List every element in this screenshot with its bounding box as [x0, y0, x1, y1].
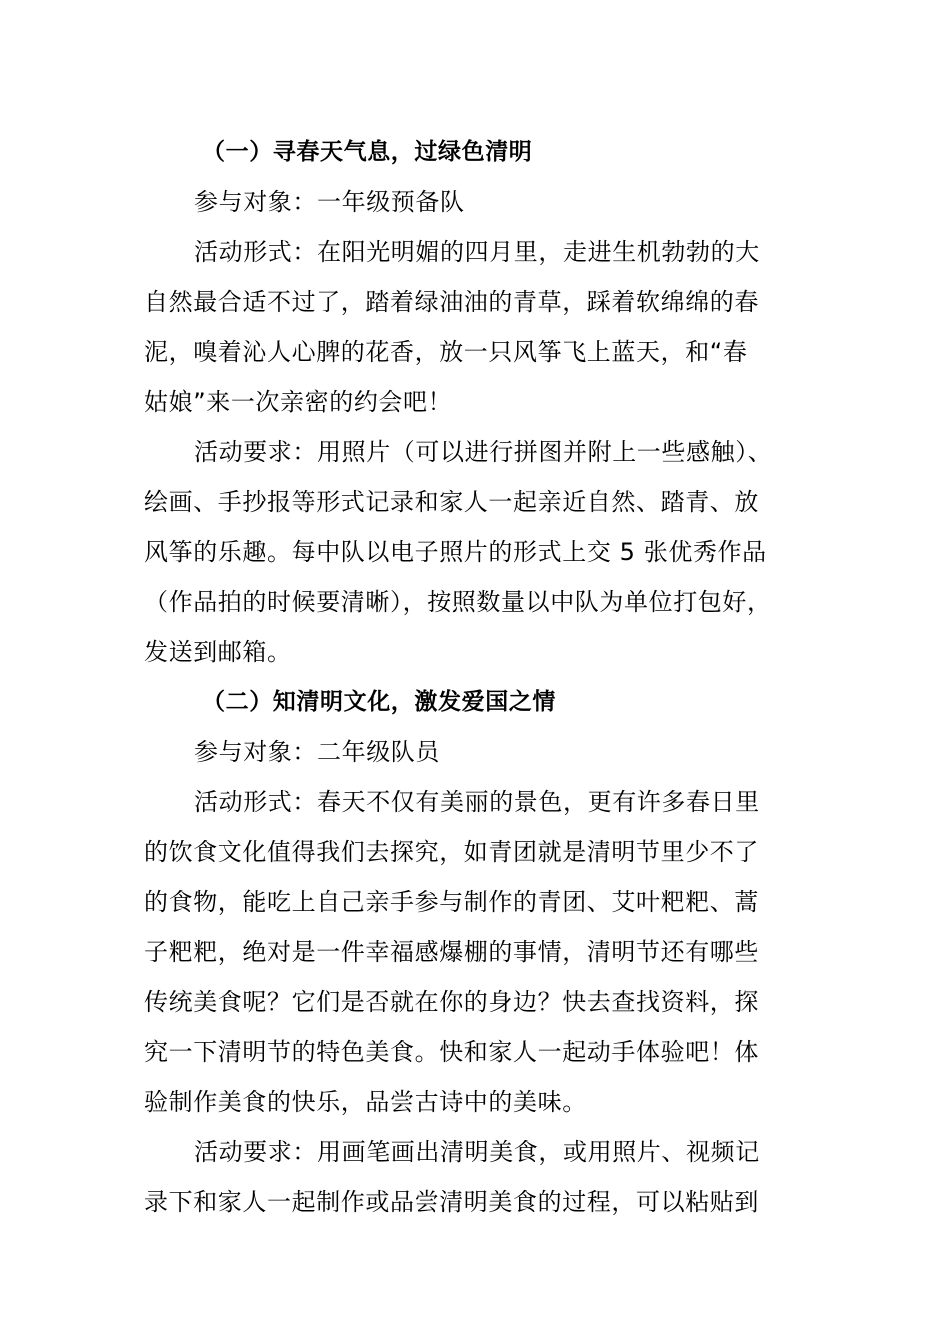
- section-2-heading: （二）知清明文化，激发爱国之情: [202, 689, 556, 715]
- paragraph-line: 绘画、手抄报等形式记录和家人一起亲近自然、踏青、放: [144, 488, 759, 516]
- paragraph-line: 验制作美食的快乐，品尝古诗中的美味。: [144, 1088, 587, 1116]
- section-1-heading: （一）寻春天气息，过绿色清明: [202, 139, 533, 165]
- paragraph-line: 活动要求：用画笔画出清明美食，或用照片、视频记: [194, 1138, 760, 1166]
- section-2-activity-requirements: [144, 1127, 806, 1227]
- paragraph-line: 的食物，能吃上自己亲手参与制作的青团、艾叶粑粑、蒿: [144, 888, 759, 916]
- section-1-participants: 参与对象：一年级预备队: [194, 188, 465, 216]
- paragraph-line: 自然最合适不过了，踏着绿油油的青草，踩着软绵绵的春: [144, 288, 759, 316]
- paragraph-line: 风筝的乐趣。每中队以电子照片的形式上交 5 张优秀作品: [144, 538, 767, 566]
- document-body: [144, 127, 806, 1227]
- paragraph-line: 的饮食文化值得我们去探究，如青团就是清明节里少不了: [144, 838, 759, 866]
- paragraph-line: 活动形式：春天不仅有美丽的景色，更有许多春日里: [194, 788, 760, 816]
- paragraph-line: 究一下清明节的特色美食。快和家人一起动手体验吧！体: [144, 1038, 759, 1066]
- section-2-participants: 参与对象：二年级队员: [194, 738, 440, 766]
- section-1-activity-requirements: [144, 427, 806, 677]
- paragraph-line: 活动要求：用照片（可以进行拼图并附上一些感触）、: [194, 438, 773, 466]
- section-1-activity-form: [144, 227, 806, 427]
- paragraph-line: 活动形式：在阳光明媚的四月里，走进生机勃勃的大: [194, 238, 760, 266]
- paragraph-line: 发送到邮箱。: [144, 638, 292, 666]
- paragraph-line: 录下和家人一起制作或品尝清明美食的过程，可以粘贴到: [144, 1188, 759, 1216]
- paragraph-line: （作品拍的时候要清晰），按照数量以中队为单位打包好，: [144, 588, 772, 616]
- paragraph-line: 姑娘”来一次亲密的约会吧！: [144, 388, 453, 416]
- section-2-activity-form: [144, 777, 806, 1127]
- paragraph-line: 子粑粑，绝对是一件幸福感爆棚的事情，清明节还有哪些: [144, 938, 759, 966]
- paragraph-line: 传统美食呢？它们是否就在你的身边？快去查找资料，探: [144, 988, 759, 1016]
- paragraph-line: 泥，嗅着沁人心脾的花香，放一只风筝飞上蓝天，和“春: [144, 338, 748, 366]
